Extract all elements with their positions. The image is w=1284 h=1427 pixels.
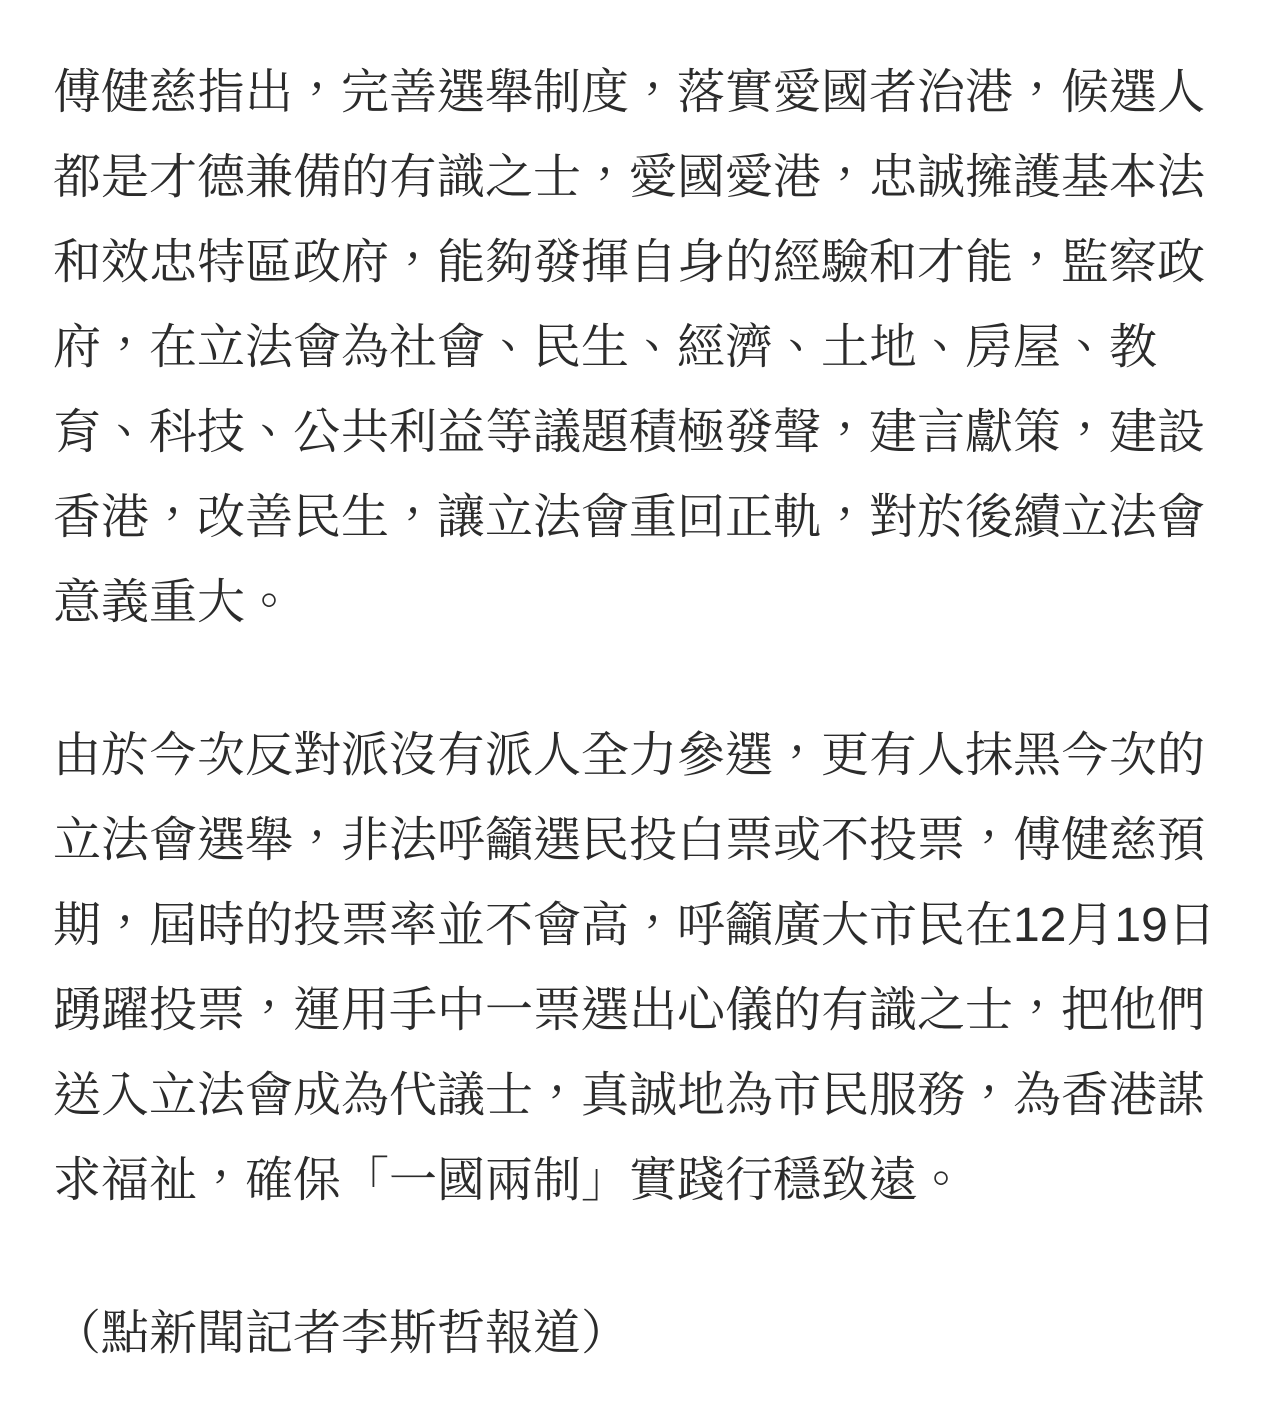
text-line: 踴躍投票，運用手中一票選出心儀的有識之士，把他們	[53, 984, 1206, 1037]
text-line: 傅健慈指出，完善選舉制度，落實愛國者治港，候選人	[53, 66, 1206, 119]
text-line: 和效忠特區政府，能夠發揮自身的經驗和才能，監察政	[53, 236, 1206, 289]
text-line: 府，在立法會為社會、民生、經濟、土地、房屋、教	[53, 321, 1158, 374]
text-line: 都是才德兼備的有識之士，愛國愛港，忠誠擁護基本法	[53, 151, 1206, 204]
text-line: 送入立法會成為代議士，真誠地為市民服務，為香港謀	[53, 1069, 1206, 1122]
paragraph-byline	[53, 1291, 1214, 1376]
text-line: 立法會選舉，非法呼籲選民投白票或不投票，傅健慈預	[53, 814, 1206, 867]
text-line: 求福祉，確保「一國兩制」實踐行穩致遠。	[53, 1154, 966, 1207]
text-line: 期，屆時的投票率並不會高，呼籲廣大市民在12月19日	[53, 899, 1216, 952]
text-line: 育、科技、公共利益等議題積極發聲，建言獻策，建設	[53, 406, 1206, 459]
paragraph-1	[53, 50, 1214, 645]
text-line: 意義重大。	[53, 576, 294, 629]
text-line: （點新聞記者李斯哲報道）	[53, 1307, 630, 1360]
text-line: 香港，改善民生，讓立法會重回正軌，對於後續立法會	[53, 491, 1206, 544]
text-line: 由於今次反對派沒有派人全力參選，更有人抹黑今次的	[53, 729, 1206, 782]
paragraph-2	[53, 713, 1214, 1223]
